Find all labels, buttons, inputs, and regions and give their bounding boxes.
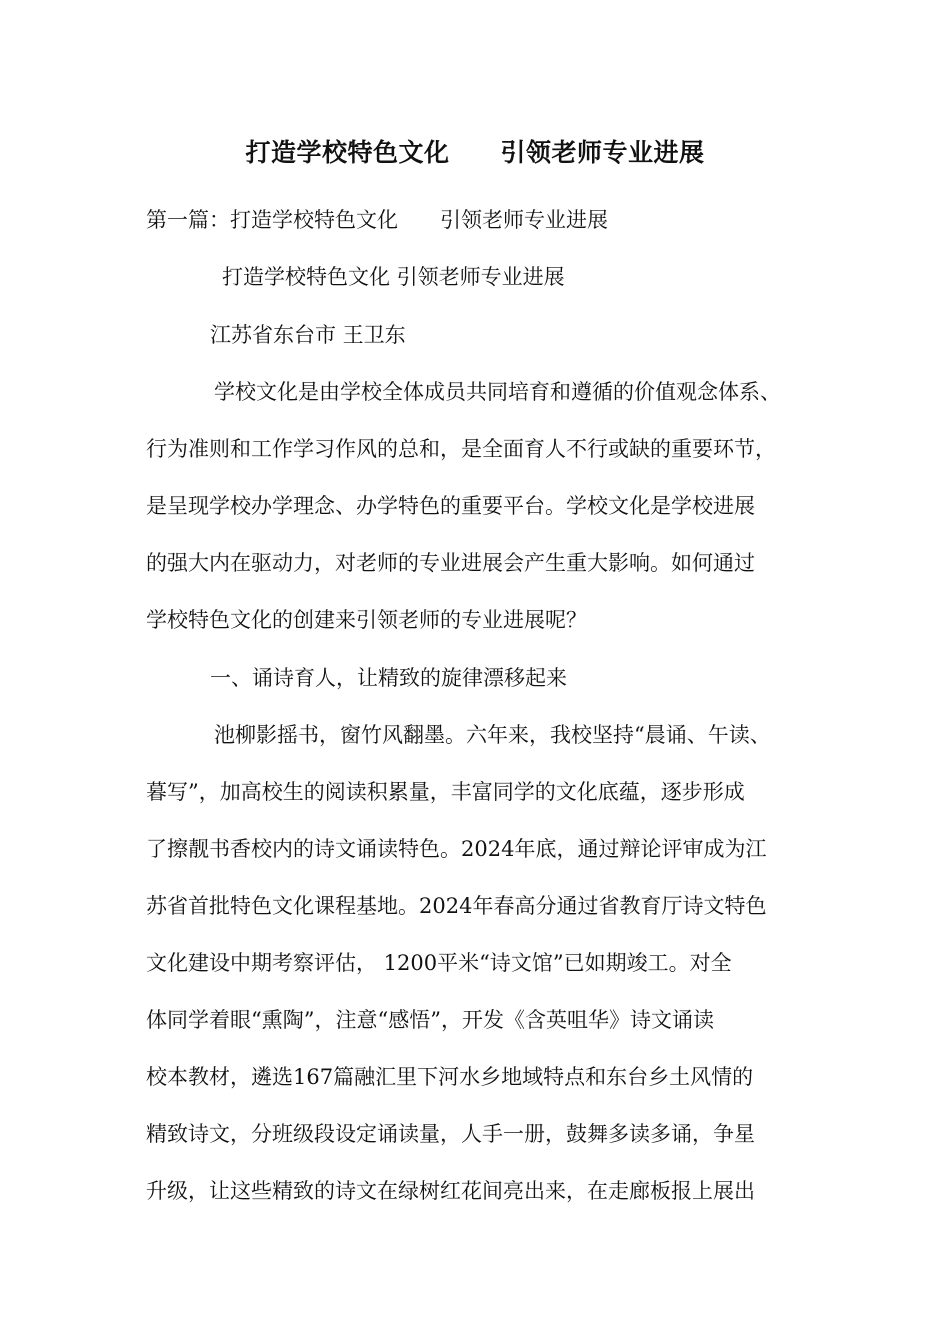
paragraph-line: 学校特色文化的创建来引领老师的专业进展呢？ xyxy=(146,608,587,632)
section-heading: 一、诵诗育人，让精致的旋律漂移起来 xyxy=(210,666,567,690)
article-subtitle: 打造学校特色文化 引领老师专业进展 xyxy=(222,265,565,289)
paragraph-line: 体同学着眼“熏陶”，注意“感悟”，开发《含英咀华》诗文诵读 xyxy=(146,1008,714,1032)
chapter-heading: 第一篇：打造学校特色文化 引领老师专业进展 xyxy=(146,208,608,232)
paragraph-line: 了擦靓书香校内的诗文诵读特色。2024年底，通过辩论评审成为江 xyxy=(146,837,767,861)
document-title: 打造学校特色文化 引领老师专业进展 xyxy=(245,138,705,167)
paragraph-poetry xyxy=(146,720,816,1233)
paragraph-line: 池柳影摇书，窗竹风翻墨。六年来，我校坚持“晨诵、午读、 xyxy=(214,723,771,747)
paragraph-line: 精致诗文，分班级段设定诵读量，人手一册，鼓舞多读多诵，争星 xyxy=(146,1122,755,1146)
paragraph-line: 暮写”，加高校生的阅读积累量，丰富同学的文化底蕴，逐步形成 xyxy=(146,780,745,804)
paragraph-line: 学校文化是由学校全体成员共同培育和遵循的价值观念体系、 xyxy=(214,380,781,404)
paragraph-line: 校本教材，遴选167篇融汇里下河水乡地域特点和东台乡土风情的 xyxy=(146,1065,754,1089)
paragraph-line: 行为准则和工作学习作风的总和，是全面育人不行或缺的重要环节， xyxy=(146,437,776,461)
paragraph-line: 苏省首批特色文化课程基地。2024年春高分通过省教育厅诗文特色 xyxy=(146,894,767,918)
paragraph-line: 升级，让这些精致的诗文在绿树红花间亮出来，在走廊板报上展出 xyxy=(146,1179,755,1203)
paragraph-line: 是呈现学校办学理念、办学特色的重要平台。学校文化是学校进展 xyxy=(146,494,755,518)
paragraph-line: 文化建设中期考察评估， 1200平米“诗文馆”已如期竣工。对全 xyxy=(146,951,732,975)
paragraph-line: 的强大内在驱动力，对老师的专业进展会产生重大影响。如何通过 xyxy=(146,551,755,575)
author-line: 江苏省东台市 王卫东 xyxy=(210,323,406,347)
paragraph-intro xyxy=(146,377,816,662)
